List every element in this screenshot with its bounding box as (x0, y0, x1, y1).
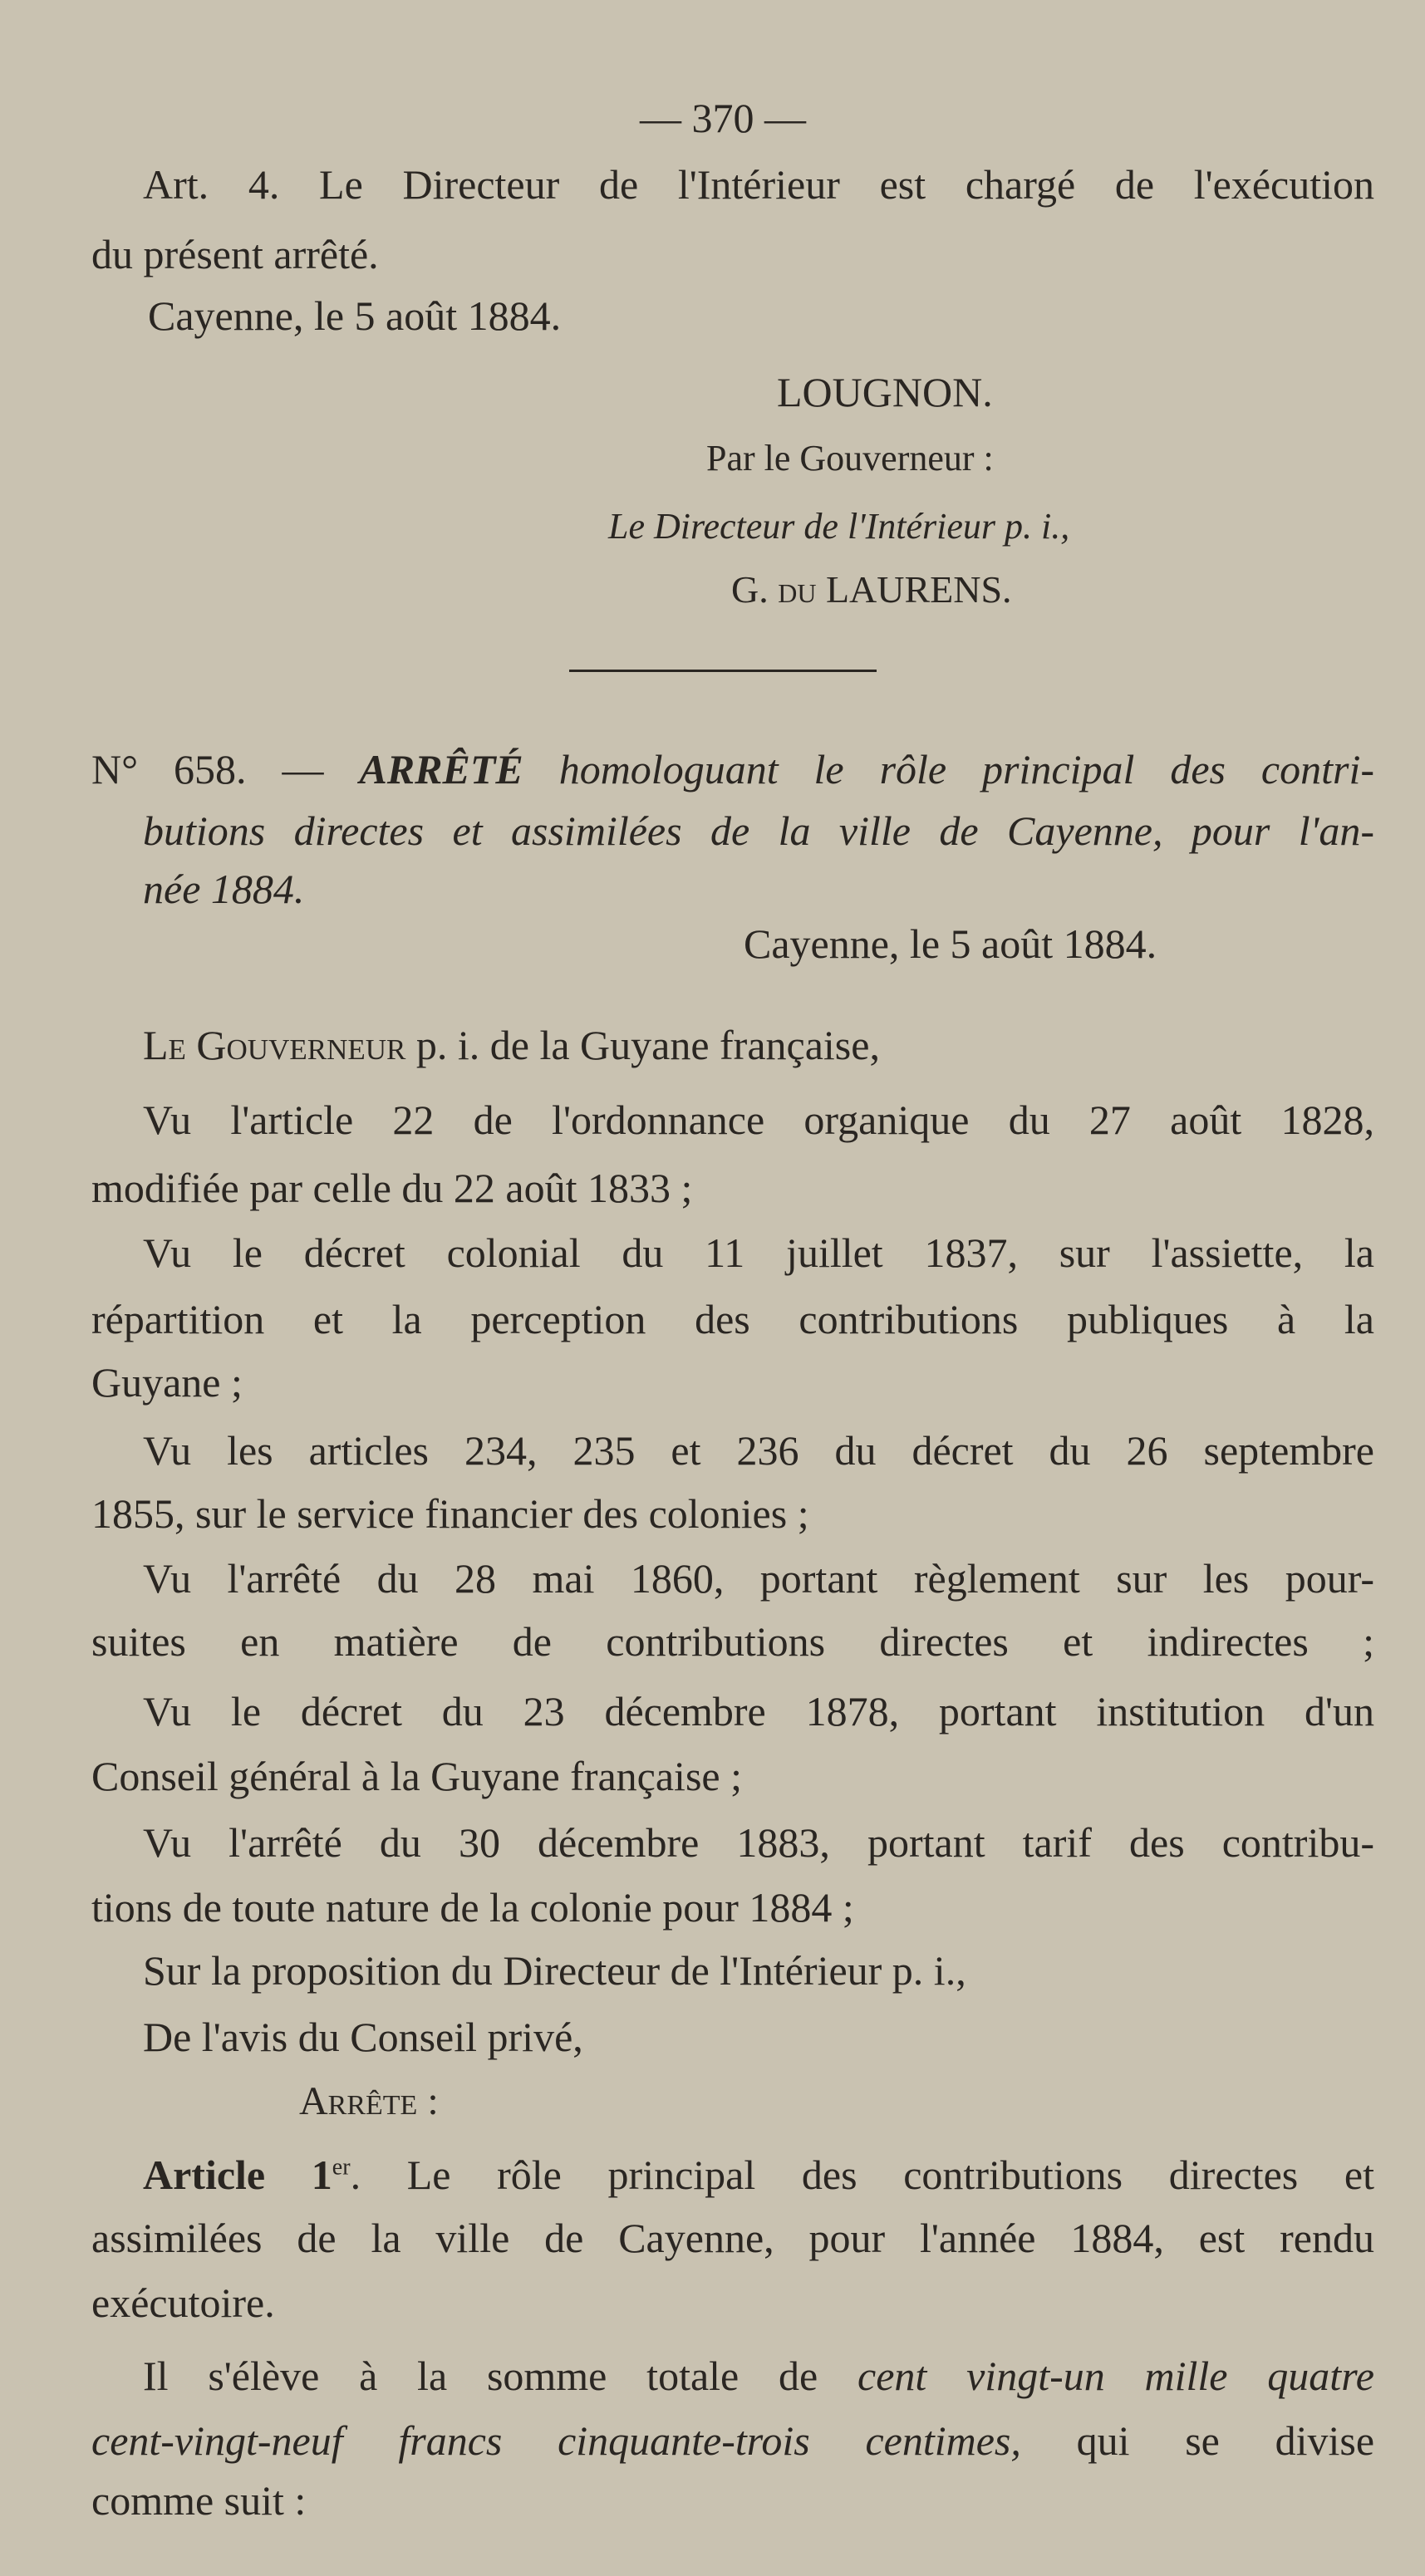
somme-line-3: comme suit : (91, 2477, 307, 2524)
considerant-line-2: modifiée par celle du 22 août 1833 ; (91, 1165, 693, 1211)
arrete-heading-line-3: née 1884. (143, 866, 305, 912)
art4-line-2: du présent arrêté. (91, 231, 379, 277)
signature-role: Le Directeur de l'Intérieur p. i., (608, 506, 1070, 547)
signature-name: LOUGNON. (777, 369, 993, 415)
arrete-keyword: ARRÊTÉ (359, 746, 523, 792)
considerant-line-3: Vu le décret colonial du 11 juillet 1837, sur l'assiette, la (143, 1229, 1374, 1276)
section-divider (569, 670, 877, 672)
considerant-line-13: tions de toute nature de la colonie pour 1884 ; (91, 1884, 854, 1931)
arrete-heading-line-2: butions directes et assimilées de la ville de Cayenne, pour l'an- (143, 807, 1374, 854)
signature-signer: G. du LAURENS. (731, 568, 1012, 611)
somme-amount-3: francs cinquante-trois centimes, (398, 2417, 1021, 2464)
considerant-line-9: suites en matière de contributions directes et indirectes ; (91, 1618, 1374, 1665)
considerant-line-15: De l'avis du Conseil privé, (143, 2014, 583, 2060)
somme-end: qui se divise (1020, 2417, 1375, 2464)
arrete-heading-rest: homologuant le rôle principal des contri- (523, 746, 1375, 792)
gouverneur-prefix: Le Gouverneur (143, 1022, 406, 1068)
somme-start: Il s'élève à la somme totale de (143, 2353, 858, 2399)
gouverneur-line (143, 1020, 880, 1070)
dateline-2: Cayenne, le 5 août 1884. (744, 920, 1157, 967)
somme-amount-1: cent vingt-un mille quatre (857, 2353, 1374, 2399)
considerant-line-5: Guyane ; (91, 1359, 243, 1406)
considerant-line-4: répartition et la perception des contributions publiques à la (91, 1296, 1374, 1342)
article1-sup: er (332, 2154, 351, 2181)
article1-line-3: exécutoire. (91, 2279, 275, 2326)
arrete-label: Arrête : (299, 2079, 439, 2123)
considerant-line-7: 1855, sur le service financier des colonies ; (91, 1490, 809, 1537)
considerant-line-1: Vu l'article 22 de l'ordonnance organique du 27 août 1828, (143, 1097, 1374, 1143)
page-number: — 370 — (640, 95, 806, 141)
somme-space (343, 2417, 399, 2464)
considerant-line-12: Vu l'arrêté du 30 décembre 1883, portant tarif des contribu- (143, 1819, 1374, 1866)
arrete-heading-line-1 (91, 744, 1374, 794)
considerant-line-8: Vu l'arrêté du 28 mai 1860, portant règlement sur les pour- (143, 1555, 1374, 1602)
gouverneur-rest: p. i. de la Guyane française, (405, 1022, 880, 1068)
considerant-line-14: Sur la proposition du Directeur de l'Intérieur p. i., (143, 1947, 966, 1994)
article1-line-2: assimilées de la ville de Cayenne, pour l'année 1884, est rendu (91, 2215, 1374, 2261)
somme-line-1 (143, 2351, 1374, 2401)
considerant-line-11: Conseil général à la Guyane française ; (91, 1753, 742, 1799)
art4-line-1: Art. 4. Le Directeur de l'Intérieur est chargé de l'exécution (143, 161, 1374, 208)
somme-amount-2: cent-vingt-neuf (91, 2417, 343, 2464)
somme-line-2 (91, 2416, 1374, 2466)
article1-label: Article 1 (143, 2152, 332, 2198)
arrete-number: N° 658. — (91, 746, 360, 792)
article1-line-1 (143, 2150, 1374, 2200)
signature-par: Par le Gouverneur : (706, 438, 994, 478)
considerant-line-10: Vu le décret du 23 décembre 1878, portant institution d'un (143, 1688, 1374, 1735)
article1-rest: . Le rôle principal des contributions directes et (350, 2152, 1375, 2198)
dateline-1: Cayenne, le 5 août 1884. (148, 292, 562, 339)
considerant-line-6: Vu les articles 234, 235 et 236 du décret du 26 septembre (143, 1427, 1374, 1474)
